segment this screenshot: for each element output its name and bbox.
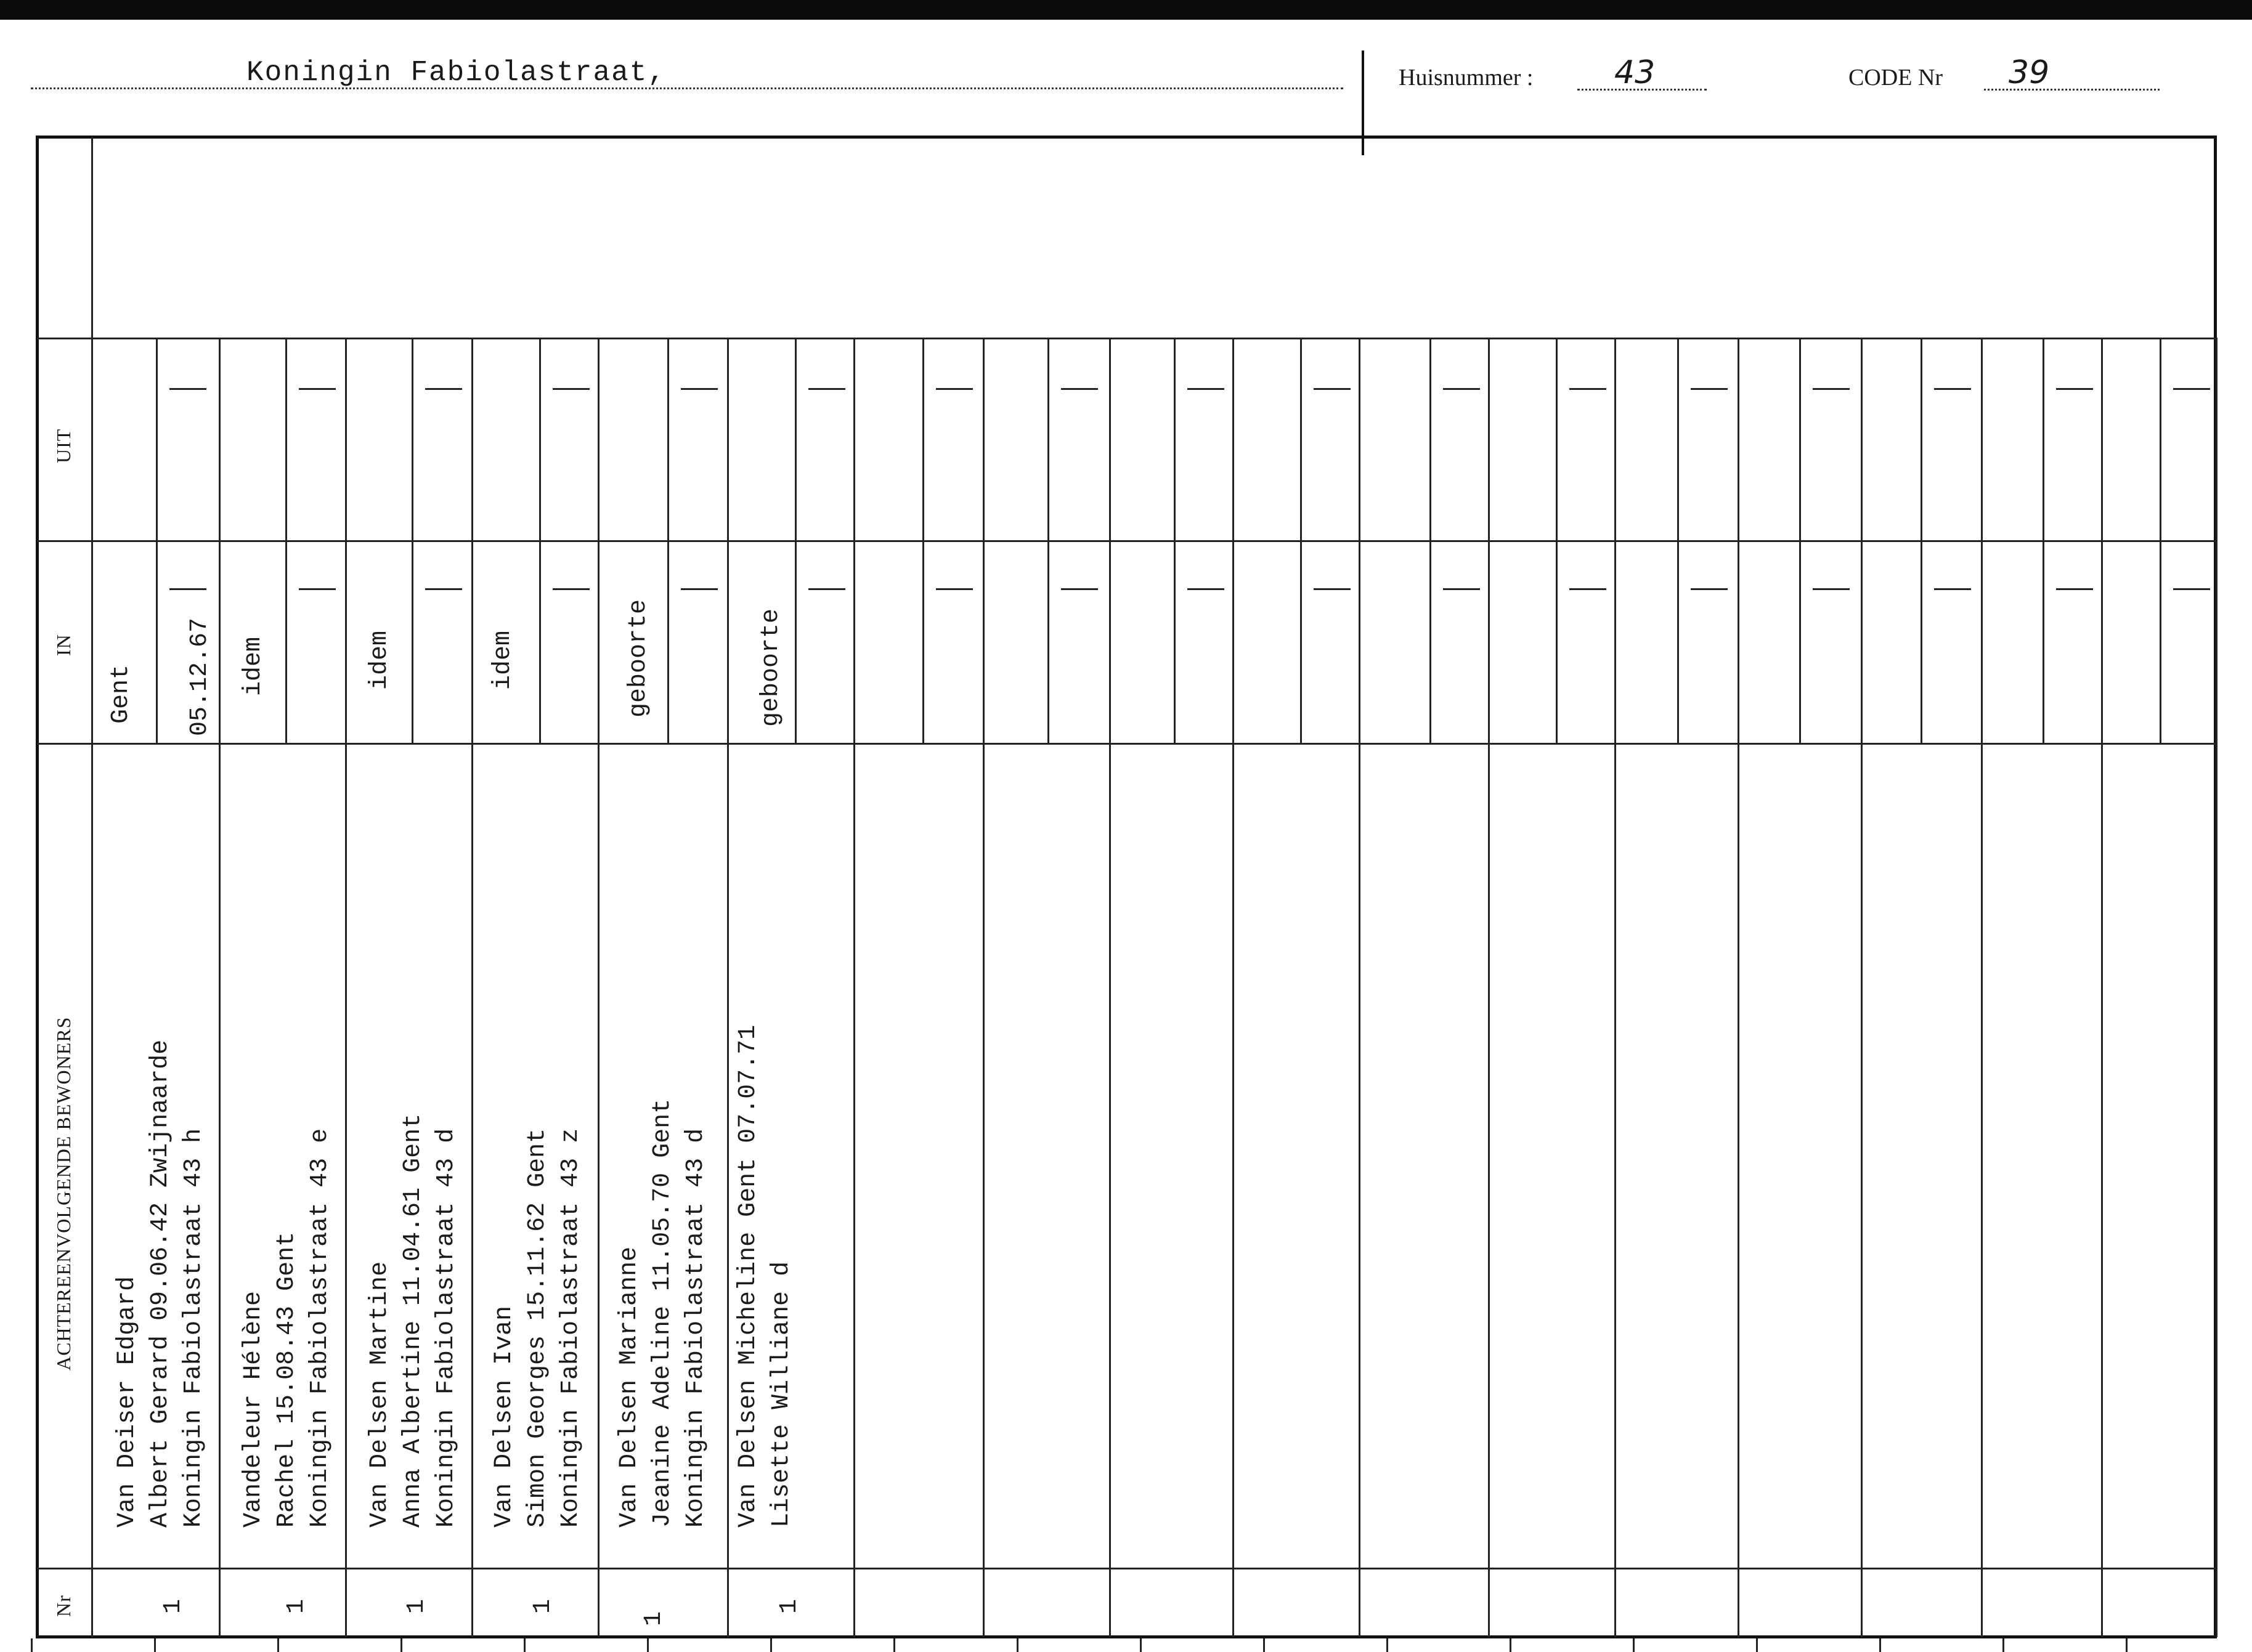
resident-4-line-1: Van Delsen Ivan [490, 1305, 518, 1528]
uit-label: UIT [52, 428, 75, 463]
resident-3-line-1: Van Delsen Martine [366, 1261, 394, 1528]
bottom-tick-17 [2002, 1638, 2004, 1652]
resident-3-line-3: Koningin Fabiolastraat 43 d [433, 1128, 460, 1528]
uit-dash-3 [425, 388, 462, 390]
in-place-6: geboorte [757, 608, 785, 727]
uit-dash-11 [1443, 388, 1480, 390]
in-dash-8 [1061, 588, 1098, 590]
sub-column-divider-6 [795, 338, 797, 743]
bottom-tick-1 [31, 1638, 33, 1652]
in-dash-12 [1569, 588, 1606, 590]
sub-column-divider-2 [285, 338, 287, 743]
house-number-value: 43 [1614, 54, 1656, 91]
uit-dash-1 [169, 388, 206, 390]
nr-1: 1 [160, 1598, 187, 1614]
in-dash-6 [808, 588, 845, 590]
bottom-tick-9 [1017, 1638, 1018, 1652]
bottom-tick-14 [1633, 1638, 1635, 1652]
sub-column-divider-3 [412, 338, 413, 743]
nr-3: 1 [403, 1598, 431, 1614]
street-name: Koningin Fabiolastraat, [246, 57, 666, 89]
resident-3-line-2: Anna Albertine 11.04.61 Gent [399, 1113, 427, 1528]
uit-dash-10 [1314, 388, 1351, 390]
uit-dash-9 [1187, 388, 1224, 390]
nr-4: 1 [529, 1598, 557, 1614]
house-number-label: Huisnummer : [1399, 65, 1534, 91]
column-divider-8 [1109, 338, 1111, 1637]
sub-column-divider-14 [1799, 338, 1801, 743]
in-date-1: 05.12.67 [186, 617, 214, 736]
nr-label: Nr [52, 1595, 75, 1617]
sub-column-divider-4 [539, 338, 541, 743]
column-divider-17 [2216, 338, 2217, 1637]
in-dash-2 [299, 588, 336, 590]
uit-dash-14 [1813, 388, 1850, 390]
sub-column-divider-8 [1047, 338, 1049, 743]
resident-2-line-3: Koningin Fabiolastraat 43 e [306, 1128, 334, 1528]
nr-5: 1 [640, 1611, 668, 1626]
sub-column-divider-10 [1300, 338, 1302, 743]
sub-column-divider-9 [1174, 338, 1176, 743]
column-divider-11 [1488, 338, 1490, 1637]
sub-column-divider-15 [1921, 338, 1922, 743]
uit-dash-7 [936, 388, 973, 390]
sub-column-divider-12 [1556, 338, 1558, 743]
sub-column-divider-1 [156, 338, 158, 743]
uit-dash-17 [2173, 388, 2210, 390]
bottom-tick-18 [2126, 1638, 2128, 1652]
sub-column-divider-5 [667, 338, 669, 743]
resident-2-line-2: Rachel 15.08.43 Gent [273, 1231, 301, 1528]
register-frame [36, 136, 2217, 1638]
bottom-tick-5 [524, 1638, 526, 1652]
in-dash-3 [425, 588, 462, 590]
resident-5-line-3: Koningin Fabiolastraat 43 d [682, 1128, 710, 1528]
resident-6-line-1: Van Delsen Micheline Gent 07.07.71 [734, 1024, 762, 1528]
in-place-1: Gent [107, 664, 135, 724]
uit-dash-4 [553, 388, 590, 390]
resident-6-line-2: Lisette Williane d [768, 1261, 795, 1528]
bottom-tick-7 [770, 1638, 772, 1652]
resident-5-line-1: Van Delsen Marianne [616, 1246, 643, 1528]
residents-label: ACHTEREENVOLGENDE BEWONERS [52, 1016, 75, 1371]
bottom-tick-3 [277, 1638, 279, 1652]
resident-2-line-1: Vandeleur Hélène [240, 1290, 267, 1528]
in-place-2: idem [240, 636, 267, 696]
uit-dash-12 [1569, 388, 1606, 390]
sub-column-divider-16 [2043, 338, 2044, 743]
uit-dash-13 [1691, 388, 1728, 390]
bottom-tick-16 [1879, 1638, 1881, 1652]
in-dash-1 [169, 588, 206, 590]
in-dash-15 [1934, 588, 1971, 590]
resident-4-line-2: Simon Georges 15.11.62 Gent [524, 1128, 551, 1528]
resident-1-line-3: Koningin Fabiolastraat 43 h [180, 1128, 208, 1528]
column-divider-12 [1614, 338, 1616, 1637]
column-divider-1 [219, 338, 221, 1637]
column-divider-14 [1861, 338, 1863, 1637]
column-divider-5 [727, 338, 729, 1637]
sub-column-divider-17 [2160, 338, 2161, 743]
street-dotted-line [31, 87, 1343, 89]
resident-1-line-2: Albert Gerard 09.06.42 Zwijnaarde [147, 1039, 174, 1528]
in-dash-10 [1314, 588, 1351, 590]
column-divider-13 [1738, 338, 1739, 1637]
bottom-tick-6 [647, 1638, 649, 1652]
resident-5-line-2: Jeanine Adeline 11.05.70 Gent [649, 1098, 677, 1528]
line-top-uit [37, 338, 2216, 339]
in-dash-4 [553, 588, 590, 590]
in-dash-5 [681, 588, 718, 590]
bottom-tick-11 [1263, 1638, 1265, 1652]
uit-dash-2 [299, 388, 336, 390]
top-black-border [0, 0, 2252, 20]
line-in-residents [37, 743, 2216, 745]
in-dash-14 [1813, 588, 1850, 590]
uit-dash-5 [681, 388, 718, 390]
sub-column-divider-7 [922, 338, 924, 743]
label-column-divider [91, 137, 93, 1637]
resident-4-line-3: Koningin Fabiolastraat 43 z [557, 1128, 585, 1528]
uit-dash-15 [1934, 388, 1971, 390]
resident-1-line-1: Van Deiser Edgard [113, 1276, 141, 1528]
in-place-3: idem [366, 630, 394, 690]
uit-dash-6 [808, 388, 845, 390]
bottom-tick-13 [1510, 1638, 1511, 1652]
bottom-tick-4 [400, 1638, 402, 1652]
bottom-tick-10 [1140, 1638, 1142, 1652]
in-dash-16 [2056, 588, 2093, 590]
bottom-tick-2 [154, 1638, 156, 1652]
in-dash-13 [1691, 588, 1728, 590]
bottom-tick-15 [1756, 1638, 1758, 1652]
nr-2: 1 [283, 1598, 311, 1614]
column-divider-15 [1981, 338, 1983, 1637]
sub-column-divider-13 [1677, 338, 1679, 743]
bottom-tick-12 [1386, 1638, 1388, 1652]
uit-dash-8 [1061, 388, 1098, 390]
column-divider-4 [598, 338, 600, 1637]
column-divider-16 [2101, 338, 2103, 1637]
column-divider-9 [1232, 338, 1234, 1637]
column-divider-6 [853, 338, 855, 1637]
header [0, 20, 2252, 136]
line-uit-in [37, 540, 2216, 542]
column-divider-7 [983, 338, 985, 1637]
bottom-tick-8 [893, 1638, 895, 1652]
in-place-4: idem [489, 630, 517, 690]
in-place-5: geboorte [625, 599, 652, 718]
sub-column-divider-11 [1429, 338, 1431, 743]
column-divider-2 [345, 338, 347, 1637]
column-divider-3 [471, 338, 473, 1637]
in-dash-7 [936, 588, 973, 590]
column-divider-10 [1359, 338, 1360, 1637]
in-dash-17 [2173, 588, 2210, 590]
code-label: CODE Nr [1848, 65, 1943, 91]
code-value: 39 [2009, 54, 2050, 91]
nr-6: 1 [776, 1598, 803, 1614]
in-label: IN [52, 634, 75, 656]
bottom-tick-row [31, 1638, 2224, 1652]
line-residents-nr [37, 1568, 2216, 1569]
in-dash-9 [1187, 588, 1224, 590]
uit-dash-16 [2056, 388, 2093, 390]
in-dash-11 [1443, 588, 1480, 590]
